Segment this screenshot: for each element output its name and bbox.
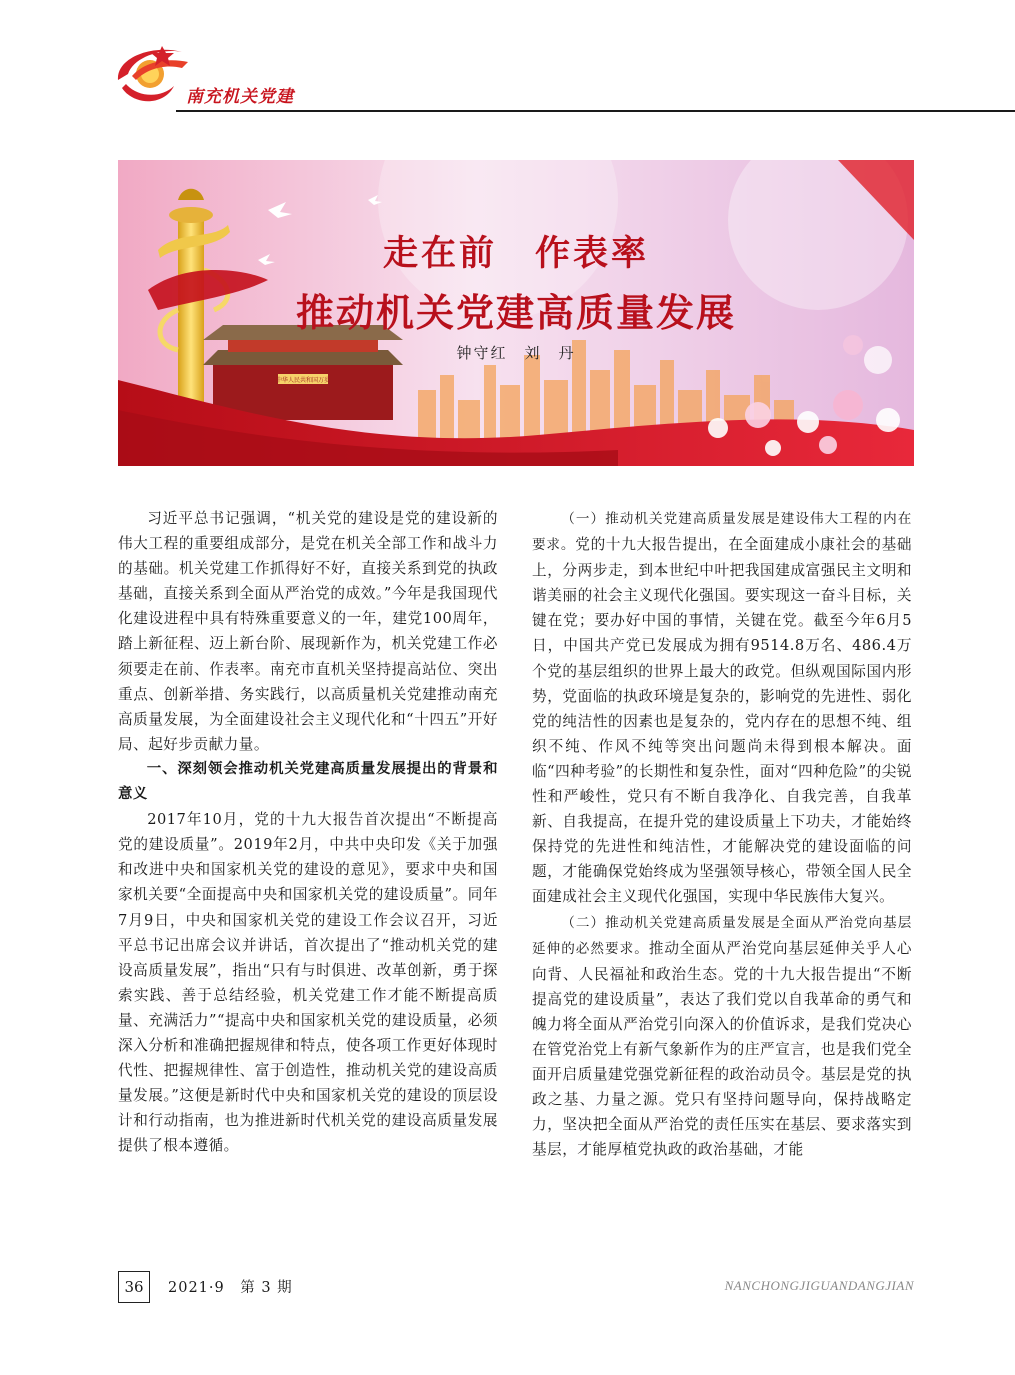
magazine-logo xyxy=(112,40,192,110)
building-sign: 中华人民共和国万岁 xyxy=(275,377,331,384)
page-number: 36 xyxy=(118,1271,150,1303)
paragraph-text: 推动全面从严治党向基层延伸关乎人心向背、人民福祉和政治生态。党的十九大报告提出“不断提高党的建设质量”，表达了我们党以自我革命的勇气和魄力将全面从严治党引向深入的价值诉求，是我们党决心在管党治党上有新气象新作为的庄严宣言，也是我们党全面开启质量建党强党新征程的政治动员令。基层是党的执政之基、力量之源。党只有坚持问题导向，保持战略定力，坚决把全面从严治党的责任压实在基层、要求落实到基层，才能厚植党执政的政治基础，才能 xyxy=(532,939,912,1159)
article-authors: 钟守红 刘 丹 xyxy=(456,344,576,362)
paragraph: 2017年10月，党的十九大报告首次提出“不断提高党的建设质量”。2019年2月，中共中央印发《关于加强和改进中央和国家机关党的建设的意见》，要求中央和国家机关要“全面提高中央和国家机关党的建设质量”。同年7月9日，中央和国家机关党的建设工作会议召开，习近平总书记出席会议并讲话，首次提出了“推动机关党的建设高质量发展”，指出“只有与时俱进、改革创新，勇于探索实践、善于总结经验，机关党建工作才能不断提高质量、充满活力”“提高中央和国家机关党的建设质量，必须深入分析和准确把握规律和特点，使各项工作更好体现时代性、把握规律性、富于创造性，推动机关党的建设高质量发展。”这便是新时代中央和国家机关党的建设的顶层设计和行动指南，也为推进新时代机关党的建设高质量发展提供了根本遵循。 xyxy=(118,811,498,1155)
issue-info: 2021·9 第 3 期 xyxy=(168,1280,293,1296)
subsection-lead: （一）推动机关党建高质量发展是建设伟大工程的内在要求。 xyxy=(532,511,912,554)
paragraph xyxy=(532,506,912,910)
paragraph xyxy=(532,910,912,1163)
magazine-pinyin: NANCHONGJIGUANDANGJIAN xyxy=(724,1278,914,1293)
article-title-line2: 推动机关党建高质量发展 xyxy=(295,290,736,335)
page-header xyxy=(0,0,1015,115)
tiananmen-gate xyxy=(203,325,403,420)
magazine-name: 南充机关党建 xyxy=(186,87,294,107)
article-title-line1: 走在前 作表率 xyxy=(382,233,649,274)
subsection-lead: （二）推动机关党建高质量发展是全面从严治党向基层延伸的必然要求。 xyxy=(532,914,912,957)
left-column xyxy=(118,506,498,1158)
header-divider xyxy=(176,110,1015,112)
section-heading: 一、深刻领会推动机关党建高质量发展提出的背景和意义 xyxy=(118,760,498,803)
paragraph: 习近平总书记强调，“机关党的建设是党的建设新的伟大工程的重要组成部分，是党在机关全部工作和战斗力的基础。机关党建工作抓得好不好，直接关系到党的执政基础，直接关系到全面从严治党的成效。”今年是我国现代化建设进程中具有特殊重要意义的一年，建党100周年，踏上新征程、迈上新台阶、展现新作为，机关党建工作必须要走在前、作表率。南充市直机关坚持提高站位、突出重点、创新举措、务实践行，以高质量机关党建推动南充高质量发展，为全面建设社会主义现代化和“十四五”开好局、起好步贡献力量。 xyxy=(118,510,498,753)
paragraph-text: 党的十九大报告提出，在全面建成小康社会的基础上，分两步走，到本世纪中叶把我国建成富强民主文明和谐美丽的社会主义现代化强国。要实现这一奋斗目标，关键在党；要办好中国的事情，关键在党。截至今年6月5日，中国共产党已发展成为拥有9514.8万名、486.4万个党的基层组织的世界上最大的政党。但纵观国际国内形势，党面临的执政环境是复杂的，影响党的先进性、弱化党的纯洁性的因素也是复杂的，党内存在的思想不纯、组织不纯、作风不纯等突出问题尚未得到根本解决。面临“四种考验”的长期性和复杂性，面对“四种危险”的尖锐性和严峻性，党只有不断自我净化、自我完善，自我革新、自我提高，在提升党的建设质量上下功夫，才能始终保持党的先进性和纯洁性，才能解决党的建设面临的问题，才能确保党始终成为坚强领导核心，带领全国人民全面建成社会主义现代化强国，实现中华民族伟大复兴。 xyxy=(532,536,912,906)
article-banner xyxy=(118,160,914,466)
right-column xyxy=(532,506,912,1162)
